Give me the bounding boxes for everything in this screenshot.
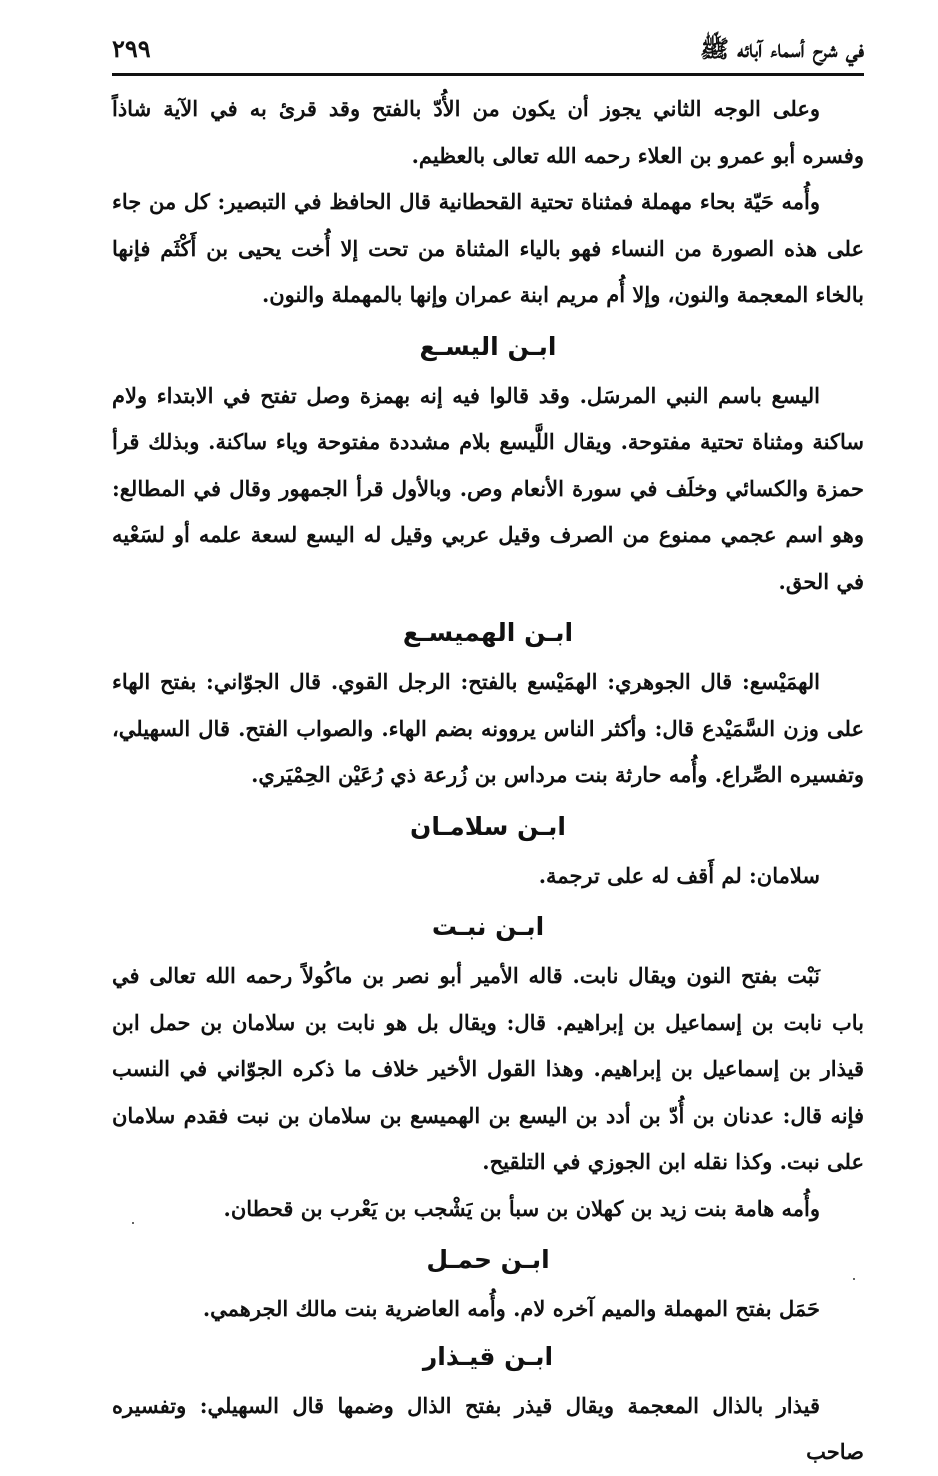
section-heading: ابـن قيـذار (422, 1341, 554, 1371)
running-title: في شرح أسماء آبائه ﷺ (699, 34, 864, 63)
page-number: ٢٩٩ (112, 34, 151, 63)
scan-speck (853, 1278, 855, 1280)
paragraph: وعلى الوجه الثاني يجوز أن يكون من الأُدّ بالفتح وقد قرئ به في الآية شاذاً وفسره أبو عمرو بن العلاء رحمه الله تعالى بالعظيم. (112, 96, 864, 168)
section-heading: ابـن نبـت (431, 912, 545, 941)
page-body (112, 86, 864, 1476)
paragraph: وأُمه هامة بنت زيد بن كهلان بن سبأ بن يَشْجب بن يَعْرب بن قحطان. (223, 1195, 820, 1221)
paragraph: نَبْت بفتح النون ويقال نابت. قاله الأمير أبو نصر بن ماكُولاً رحمه الله تعالى في باب نابت بن إسماعيل بن إبراهيم. قال: ويقال بل هو نابت بن سلامان بن حمل ابن قيذار بن إسماعيل بن إبراهيم. وهذا القول الأخير خلاف ما ذكره الجوّاني في النسب فإنه قال: عدنان بن أُدّ بن أدد بن اليسع بن الهميسع بن سلامان بن نبت فقدم سلامان على نبت. وكذا نقله ابن الجوزي في التلقيح. (112, 963, 864, 1174)
running-header (112, 30, 864, 72)
header-rule (112, 73, 864, 76)
paragraph: سلامان: لم أَقف له على ترجمة. (538, 862, 820, 888)
section-heading: ابـن سلامـان (409, 811, 567, 841)
paragraph: اليسع باسم النبي المرسَل. وقد قالوا فيه إنه بهمزة وصل تفتح في الابتداء ولام ساكنة ومثناة تحتية مفتوحة. ويقال اللَّيسع بلام مشددة مفتوحة وياء ساكنة. وبذلك قرأ حمزة والكسائي وخلَف في سورة الأنعام وص. وبالأول قرأ الجمهور وقال في المطالع: وهو اسم عجمي ممنوع من الصرف وقيل عربي وقيل له اليسع لسعة علمه أو لسَعْيه في الحق. (112, 382, 864, 594)
section-heading: ابـن اليسـع (419, 331, 557, 361)
paragraph: قيذار بالذال المعجمة ويقال قيذر بفتح الذال وضمها قال السهيلي: وتفسيره صاحب (112, 1392, 864, 1464)
section-heading: ابـن حمـل (426, 1245, 550, 1274)
section-heading: ابـن الهميسـع (402, 618, 574, 647)
paragraph: حَمَل بفتح المهملة والميم آخره لام. وأُمه العاضرية بنت مالك الجرهمي. (202, 1296, 820, 1321)
scan-speck (132, 1222, 134, 1224)
paragraph: الهمَيْسع: قال الجوهري: الهمَيْسع بالفتح: الرجل القوي. قال الجوّاني: بفتح الهاء على وزن السَّمَيْدع قال: وأكثر الناس يروونه بضم الهاء. والصواب الفتح. قال السهيلي، وتفسيره الصِّراع. وأُمه حارثة بنت مرداس بن زُرعة ذي رُعَيْن الحِمْيَري. (112, 669, 864, 787)
paragraph: وأُمه حَيّة بحاء مهملة فمثناة تحتية القحطانية قال الحافظ في التبصير: كل من جاء على هذه الصورة من النساء فهو بالياء المثناة من تحت إلا أُخت يحيى بن أَكْثَم فإنها بالخاء المعجمة والنون، وإلا أُم مريم ابنة عمران وإنها بالمهملة والنون. (112, 189, 865, 307)
